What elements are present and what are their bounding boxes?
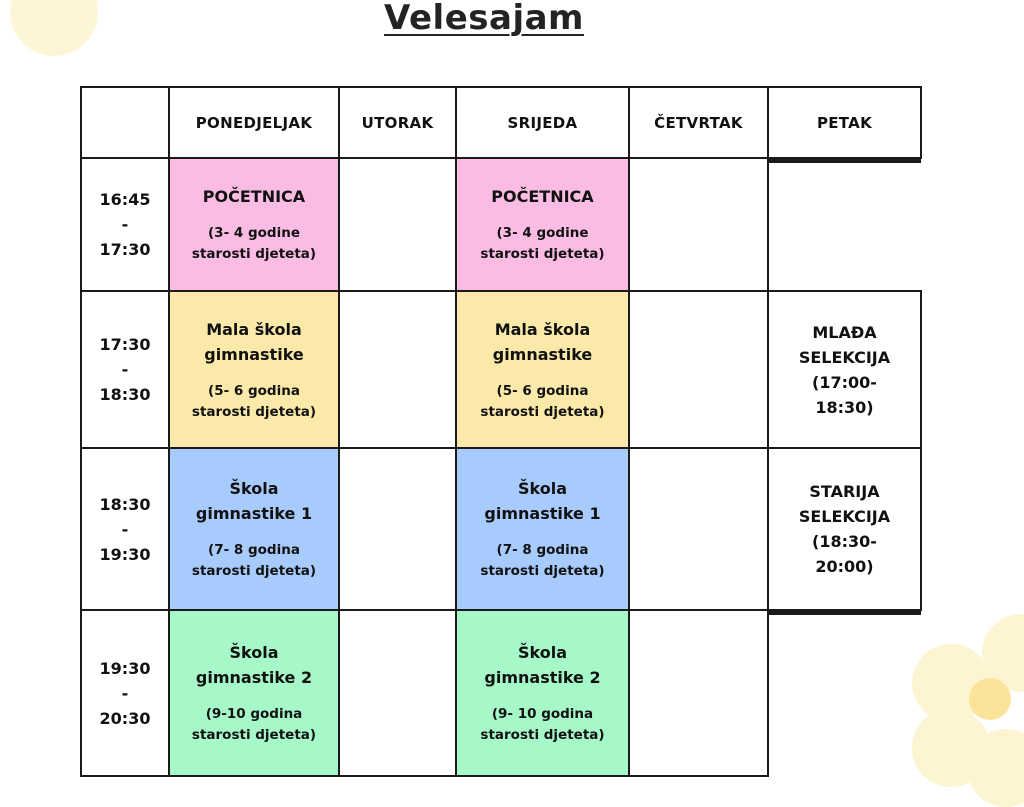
header-row — [81, 87, 921, 158]
empty-cell — [629, 448, 768, 610]
class-age: (7- 8 godina starosti djeteta) — [191, 542, 317, 579]
empty-cell — [339, 448, 456, 610]
class-cell-monday — [169, 610, 339, 776]
friday-cell — [768, 448, 921, 610]
schedule-table — [80, 86, 922, 777]
friday-cell — [769, 159, 921, 163]
class-name: Mala škola gimnastike — [204, 319, 304, 364]
class-name: Mala škola gimnastike — [492, 319, 593, 364]
empty-cell — [629, 158, 768, 291]
flower-decoration — [912, 614, 1024, 804]
empty-cell — [339, 158, 456, 291]
header-tuesday: UTORAK — [339, 87, 456, 158]
table-row — [81, 610, 921, 776]
class-age: (3- 4 godine starosti djeteta) — [191, 225, 317, 262]
class-name: Škola gimnastike 2 — [195, 643, 313, 687]
header-friday: PETAK — [768, 87, 921, 158]
empty-cell — [629, 610, 768, 776]
class-cell-wednesday — [456, 291, 629, 448]
class-age: (3- 4 godine starosti djeteta) — [480, 225, 605, 262]
class-age: (5- 6 godina starosti djeteta) — [480, 382, 605, 420]
table-row — [81, 291, 921, 448]
class-cell-wednesday — [456, 448, 629, 610]
selection-label: MLAĐA SELEKCIJA (17:00- 18:30) — [798, 322, 891, 417]
empty-cell — [339, 610, 456, 776]
header-monday: PONEDJELJAK — [169, 87, 339, 158]
table-row — [81, 448, 921, 610]
class-age: (5- 6 godina starosti djeteta) — [191, 382, 317, 420]
empty-cell — [629, 291, 768, 448]
class-age: (9-10 godina starosti djeteta) — [191, 706, 317, 743]
class-name: Škola gimnastike 1 — [484, 479, 601, 523]
class-name: Škola gimnastike 2 — [484, 643, 601, 687]
class-cell-wednesday — [456, 610, 629, 776]
selection-label: STARIJA SELEKCIJA (18:30- 20:00) — [798, 482, 891, 576]
page-title-wrap — [0, 0, 1024, 40]
class-cell-monday — [169, 291, 339, 448]
header-thursday: ČETVRTAK — [629, 87, 768, 158]
friday-cell — [769, 611, 921, 615]
class-name: POČETNICA — [491, 187, 594, 206]
empty-cell — [339, 291, 456, 448]
page-title: Velesajam — [384, 0, 584, 38]
class-cell-monday — [169, 448, 339, 610]
class-name: Škola gimnastike 1 — [195, 479, 313, 523]
class-name: POČETNICA — [202, 187, 306, 206]
time-slot: 18:30 - 19:30 — [81, 448, 169, 610]
class-cell-wednesday — [456, 158, 629, 291]
class-age: (7- 8 godina starosti djeteta) — [480, 542, 605, 579]
header-corner — [81, 87, 169, 158]
friday-cell — [768, 291, 921, 448]
time-slot: 16:45 - 17:30 — [81, 158, 169, 291]
time-slot: 19:30 - 20:30 — [81, 610, 169, 776]
flower-center — [969, 678, 1011, 720]
class-age: (9- 10 godina starosti djeteta) — [480, 706, 605, 743]
time-slot: 17:30 - 18:30 — [81, 291, 169, 448]
class-cell-monday — [169, 158, 339, 291]
header-wednesday: SRIJEDA — [456, 87, 629, 158]
table-row — [81, 158, 921, 291]
